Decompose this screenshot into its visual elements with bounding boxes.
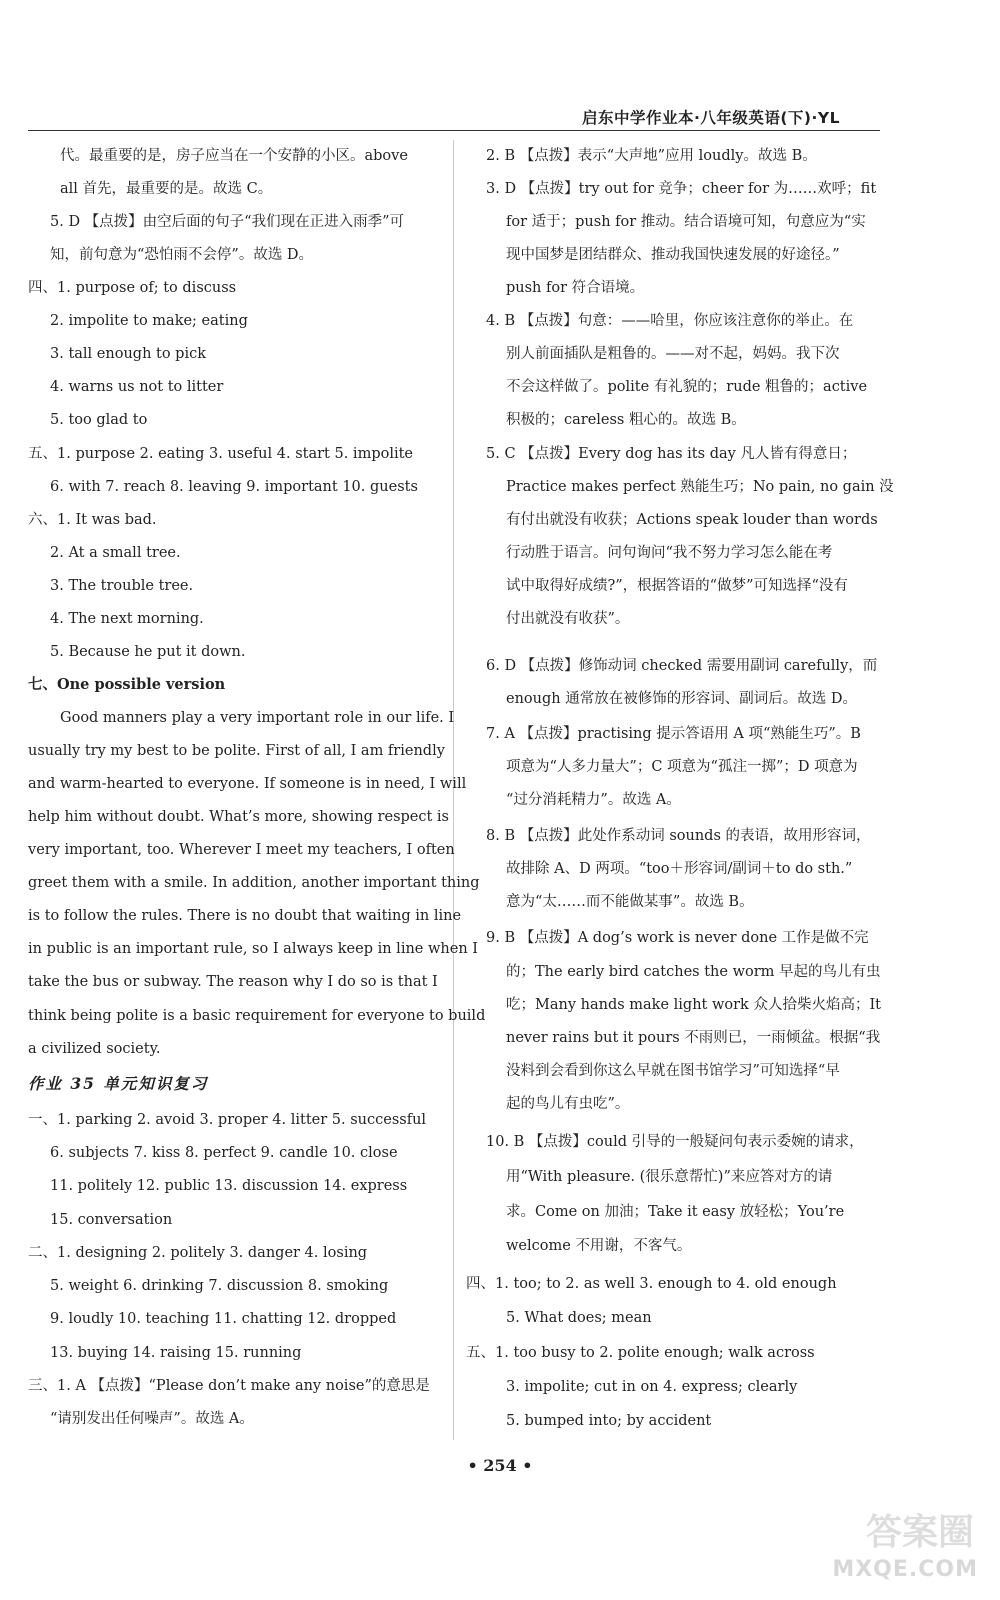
answer-line: 没料到会看到你这么早就在图书馆学习”可知选择“早 [506,1063,840,1079]
answer-line: 四、1. purpose of; to discuss [28,280,237,296]
answer-line: 别人前面插队是粗鲁的。——对不起，妈妈。我下次 [506,346,840,362]
essay-line: take the bus or subway. The reason why I do so is that I [28,974,438,990]
essay-line: usually try my best to be polite. First of all, I am friendly [28,743,445,759]
answer-line: 现中国梦是团结群众、推动我国快速发展的好途径。” [506,247,840,263]
answer-line: 不会这样做了。polite 有礼貌的；rude 粗鲁的；active [506,379,868,395]
page-header [28,104,880,131]
answer-line: 5. Because he put it down. [50,644,246,660]
answer-line: 8. B 【点拨】此处作系动词 sounds 的表语，故用形容词， [486,828,871,844]
answer-line: 三、1. A 【点拨】“Please don’t make any noise”的意思是 [28,1378,430,1394]
answer-line: 代。最重要的是，房子应当在一个安静的小区。above [60,148,408,164]
answer-line: 15. conversation [50,1212,173,1228]
essay-line: very important, too. Wherever I meet my teachers, I often [28,842,455,858]
answer-line: 3. D 【点拨】try out for 竞争；cheer for 为……欢呼；fit [486,181,877,197]
answer-line: 5. bumped into; by accident [506,1413,712,1429]
essay-line: greet them with a smile. In addition, another important thing [28,875,480,891]
answer-line: 五、1. too busy to 2. polite enough; walk across [466,1345,815,1361]
answer-line: 3. tall enough to pick [50,346,207,362]
answer-line: 六、1. It was bad. [28,512,157,528]
page-number: • 254 • [467,1456,533,1475]
answer-line: 7. A 【点拨】practising 提示答语用 A 项“熟能生巧”。B [486,726,861,742]
answer-line: 5. too glad to [50,412,148,428]
essay-line: is to follow the rules. There is no doubt that waiting in line [28,908,462,924]
answer-line: 的；The early bird catches the worm 早起的鸟儿有虫 [506,964,881,980]
answer-line: 付出就没有收获”。 [506,611,630,627]
answer-line: 积极的；careless 粗心的。故选 B。 [506,412,746,428]
answer-line: 起的鸟儿有虫吃”。 [506,1096,630,1112]
answer-line: 二、1. designing 2. politely 3. danger 4. losing [28,1245,368,1261]
essay-line: Good manners play a very important role in our life. I [60,710,455,726]
answer-line: 5. weight 6. drinking 7. discussion 8. smoking [50,1278,389,1294]
answer-line: 2. B 【点拨】表示“大声地”应用 loudly。故选 B。 [486,148,817,164]
watermark-logo: 答案圈 [865,1512,974,1553]
answer-line: push for 符合语境。 [506,280,645,296]
header-title: 启东中学作业本·八年级英语(下)·YL [581,109,840,127]
answer-line: 9. B 【点拨】A dog’s work is never done 工作是做不完 [486,930,869,946]
section-title: 作业 35 单元知识复习 [28,1074,209,1093]
answer-line: 4. The next morning. [50,611,204,627]
answer-line: 6. D 【点拨】修饰动词 checked 需要用副词 carefully，而 [486,658,878,674]
answer-line: 吃；Many hands make light work 众人拾柴火焰高；It [506,997,882,1013]
answer-line: 3. impolite; cut in on 4. express; clearly [506,1379,798,1395]
answer-line: all 首先，最重要的是。故选 C。 [60,181,273,197]
answer-line: 5. D 【点拨】由空后面的句子“我们现在正进入雨季”可 [50,214,405,230]
answer-line: 6. with 7. reach 8. leaving 9. important 10. guests [50,479,418,495]
answer-line: 6. subjects 7. kiss 8. perfect 9. candle 10. close [50,1145,398,1161]
answer-line: 11. politely 12. public 13. discussion 14. express [50,1178,408,1194]
answer-line: enough 通常放在被修饰的形容词、副词后。故选 D。 [506,691,857,707]
essay-line: and warm-hearted to everyone. If someone is in need, I will [28,776,467,792]
essay-line: a civilized society. [28,1041,161,1057]
answer-line: 知，前句意为“恐怕雨不会停”。故选 D。 [50,247,314,263]
answer-line: 一、1. parking 2. avoid 3. proper 4. litter 5. successful [28,1112,427,1128]
answer-line: “请别发出任何噪声”。故选 A。 [50,1411,254,1427]
answer-line: Practice makes perfect 熟能生巧；No pain, no gain 没 [506,479,894,495]
answer-line: 2. impolite to make; eating [50,313,248,329]
answer-line: 故排除 A、D 两项。“too＋形容词/副词＋to do sth.” [506,861,853,877]
answer-line: 行动胜于语言。问句询问“我不努力学习怎么能在考 [506,545,833,561]
answer-line: 求。Come on 加油；Take it easy 放轻松；You’re [506,1204,845,1220]
answer-line: 13. buying 14. raising 15. running [50,1345,302,1361]
answer-line: 4. B 【点拨】句意：——哈里，你应该注意你的举止。在 [486,313,854,329]
answer-line: 有付出就没有收获；Actions speak louder than words [506,512,878,528]
answer-line: 5. What does; mean [506,1310,652,1326]
answer-line: 意为“太……而不能做某事”。故选 B。 [506,894,754,910]
answer-line: 项意为“人多力量大”；C 项意为“孤注一掷”；D 项意为 [506,759,858,775]
answer-line: for 适于；push for 推动。结合语境可知，句意应为“实 [506,214,866,230]
essay-line: think being polite is a basic requirement for everyone to build [28,1008,486,1024]
essay-line: in public is an important rule, so I always keep in line when I [28,941,478,957]
answer-line: 用“With pleasure. (很乐意帮忙)”来应答对方的请 [506,1169,833,1185]
answer-line: welcome 不用谢，不客气。 [506,1238,692,1254]
answer-line: 5. C 【点拨】Every dog has its day 凡人皆有得意日； [486,446,857,462]
answer-line: never rains but it pours 不雨则已，一雨倾盆。根据“我 [506,1030,881,1046]
answer-line: “过分消耗精力”。故选 A。 [506,792,681,808]
answer-line: 4. warns us not to litter [50,379,224,395]
answer-line: 9. loudly 10. teaching 11. chatting 12. dropped [50,1311,397,1327]
answer-line: 四、1. too; to 2. as well 3. enough to 4. old enough [466,1276,837,1292]
answer-line: 3. The trouble tree. [50,578,194,594]
section-heading: 七、One possible version [28,676,226,693]
answer-line: 10. B 【点拨】could 引导的一般疑问句表示委婉的请求， [486,1134,864,1150]
answer-line: 试中取得好成绩?”，根据答语的“做梦”可知选择“没有 [506,578,848,594]
watermark [832,1504,978,1582]
watermark-text: MXQE.COM [832,1557,978,1582]
essay-line: help him without doubt. What’s more, showing respect is [28,809,450,825]
answer-line: 五、1. purpose 2. eating 3. useful 4. start 5. impolite [28,446,414,462]
answer-line: 2. At a small tree. [50,545,181,561]
